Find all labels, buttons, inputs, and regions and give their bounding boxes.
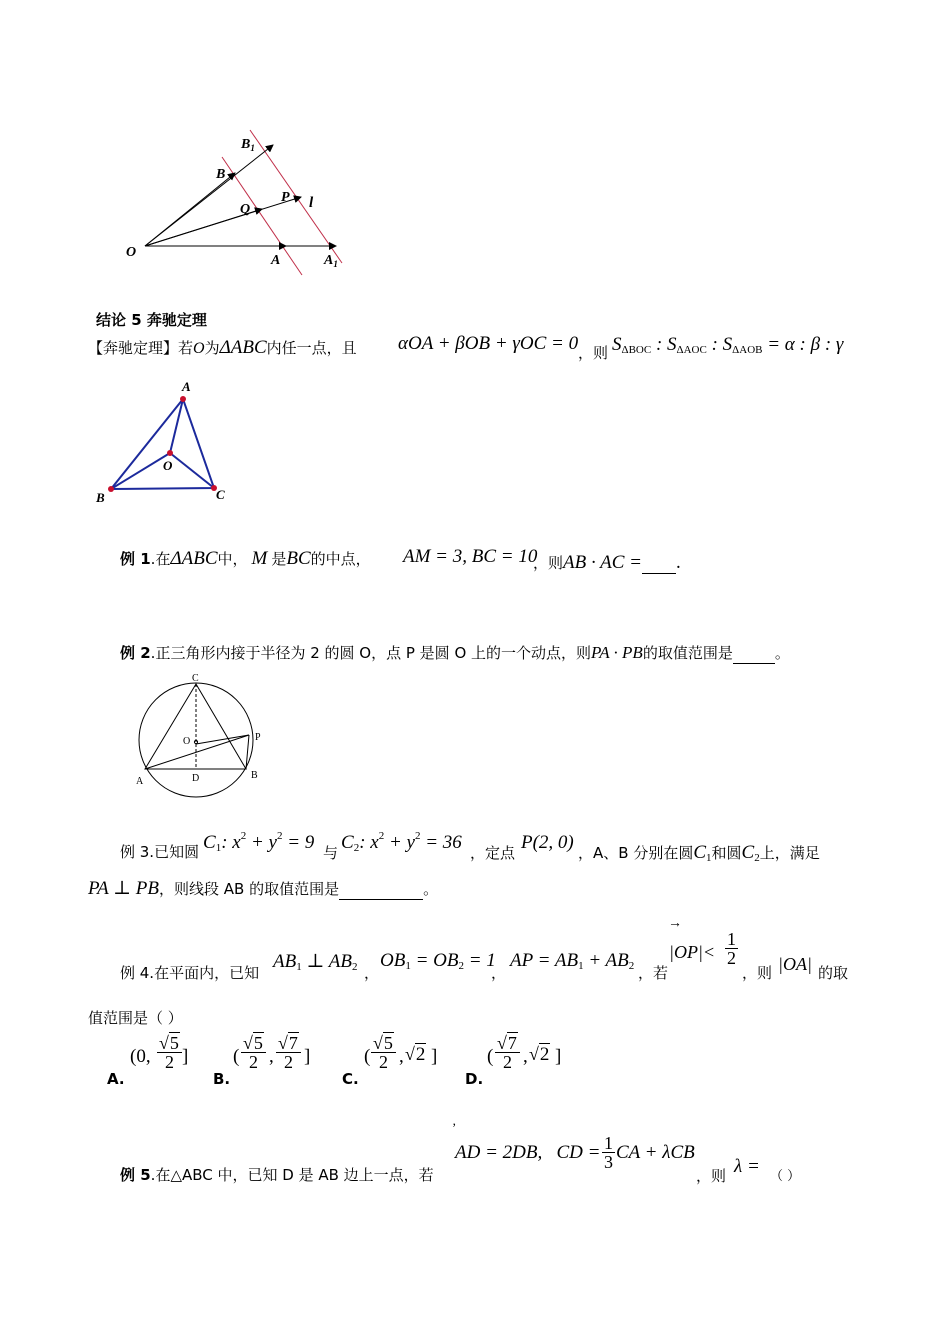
label-O: O [163,458,173,473]
point-B [108,486,114,492]
example-4-comma1: ， [364,964,380,982]
label-C: C [192,673,199,684]
benz-inside: 内任一点，且 [266,339,357,357]
segment-PA [145,735,249,769]
example-2-label: 例 2 [120,644,151,662]
label-P: P [281,190,290,205]
label-C: C [216,487,225,502]
example-5-then: ，则 [696,1167,727,1185]
benz-prefix: 【奔驰定理】若 [88,339,194,357]
example-4-op: |OP|< [669,942,716,962]
benz-equation: αOA + βOB + γOC = 0 [398,333,579,354]
benz-O: O [193,340,205,357]
point-A [180,396,186,402]
benz-area-ratio: $S_{\Delta BOC}$ : $S_{\Delta AOC}$ : $S_{\Delta AOB} = \alpha$ : β : γ [612,334,844,356]
label-P: P [255,732,261,743]
segment-OB [111,453,170,489]
label-l: l [309,195,314,211]
vector-OB [145,173,235,246]
example-4-equal: $OB_1 = OB_2 = 1$ [380,950,496,972]
figure-benz-triangle [90,378,240,508]
example-5-lambda: λ = [734,1156,760,1177]
example-3-yu: 与 [323,844,339,862]
example-5-paren: （ ） [770,1169,801,1184]
figure-inscribed-triangle [130,668,280,803]
example-2: 例 2.正三角形内接于半径为 2 的圆 O，点 P 是圆 O 上的一个动点，则PA · PB的取值范围是 。 [120,643,790,662]
benz-triangle: ΔABC [219,337,267,358]
example-3-lead: 例 3.已知圆 [120,843,200,861]
label-A: A [271,253,281,268]
benz-wei: 为 [204,339,220,357]
label-A1: $A_1$ [324,253,338,269]
example-3-dingdian: ，定点 [470,844,516,862]
example-4-line2: 值范围是（ ） [88,1009,183,1027]
example-4-oa: |OA| [778,954,812,974]
label-A: A [182,379,191,394]
point-O [167,450,173,456]
figure-vector-lines [110,125,370,285]
label-B: B [251,770,258,781]
example-5-third: $\frac{1}{3}$ [604,1133,613,1172]
benz-then: ，则 [578,344,609,362]
example-3-circle-1: $C_1$: $x^2 + y^2 = 9$ [203,830,315,854]
example-4-ruo: ，若 [638,964,669,982]
answer-blank[interactable] [642,555,676,574]
label-A: A [136,776,144,787]
segment-OP [196,735,249,744]
label-O: O [183,736,191,747]
example-3-line2: PA ⊥ PB，则线段 AB 的取值范围是 。 [88,878,439,899]
example-4-sum: AP = $AB_1 + AB_2$ [510,950,635,972]
example-1: 例 1.在ΔABC中， M 是BC的中点， [120,548,371,569]
example-1-question: ，则AB · AC = . [533,552,681,573]
label-Q: Q [240,202,251,217]
example-5: 例 5.在△ABC 中，已知 D 是 AB 边上一点，若 [120,1166,434,1184]
section-heading: 结论 5 奔驰定理 [96,311,207,329]
answer-blank[interactable] [733,645,775,664]
answer-blank[interactable] [339,881,423,900]
example-4-comma2: ， [491,964,507,982]
line-l [222,157,302,275]
example-4-tail: 的取 [818,964,849,982]
label-D: D [192,773,200,784]
example-5-label: 例 5 [120,1166,151,1184]
benz-theorem [88,337,357,359]
example-3-circle-2: $C_2$: $x^2 + y^2 = 36$ [341,830,462,854]
example-4-ze: ，则 [742,964,773,982]
label-B: B [216,167,226,182]
label-B1: $B_1$ [241,137,255,153]
example-5-condition: AD = 2DB, CD = [455,1142,601,1163]
example-5-combination: CA + λCB [616,1142,695,1163]
example-1-given: AM = 3, BC = 10 [403,546,538,567]
example-4-op-arrow: → [668,916,682,931]
example-1-label: 例 1 [120,550,151,568]
example-4-half: $\frac{1}{2}$ [727,929,736,968]
label-O: O [126,245,137,260]
line-parallel [250,130,342,263]
example-4-lead: 例 4.在平面内，已知 [120,964,260,982]
label-B: B [96,490,105,505]
example-3-on: ，A、B 分别在圆$C_1$和圆$C_2$上，满足 [578,842,820,864]
example-4-perp: $AB_1$ ⊥ $AB_2$ [273,951,358,973]
example-3-point: P(2, 0) [521,832,574,853]
example-5-tick: ’ [452,1120,457,1135]
